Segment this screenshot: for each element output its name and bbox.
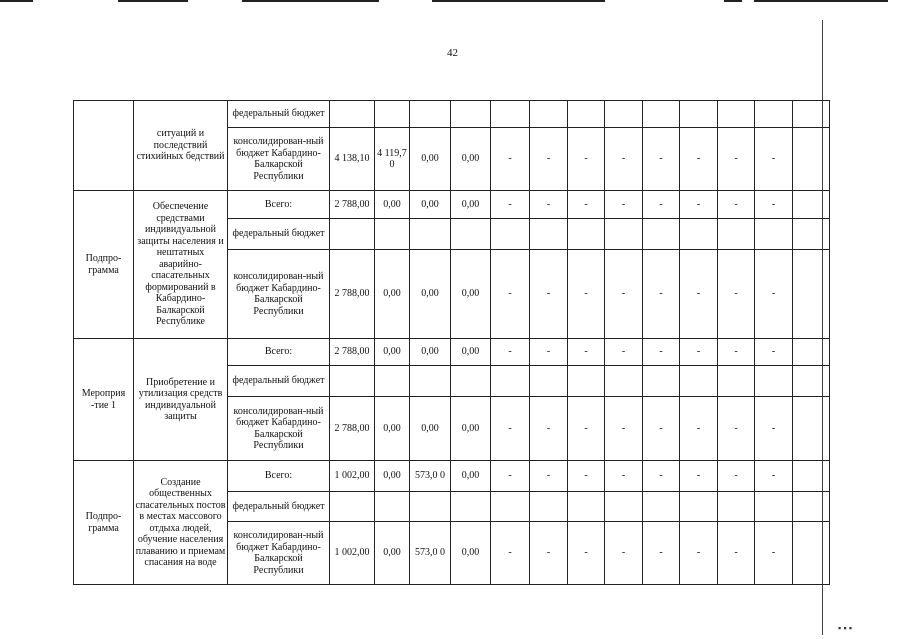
value-cell: -	[530, 461, 568, 492]
value-cell	[718, 492, 755, 522]
value-cell: 0,00	[410, 250, 451, 339]
value-cell	[643, 219, 680, 250]
value-cell: -	[605, 250, 643, 339]
value-cell: -	[491, 191, 530, 219]
value-cell: -	[491, 128, 530, 191]
value-cell	[643, 492, 680, 522]
page-number: 42	[447, 47, 458, 59]
value-cell	[793, 339, 830, 366]
value-cell: 0,00	[410, 128, 451, 191]
value-cell	[793, 191, 830, 219]
funding-source-cell: федеральный бюджет	[228, 101, 330, 128]
value-cell	[755, 492, 793, 522]
value-cell: -	[718, 191, 755, 219]
value-cell	[410, 492, 451, 522]
value-cell: -	[643, 191, 680, 219]
funding-source-cell: Всего:	[228, 191, 330, 219]
value-cell	[605, 492, 643, 522]
value-cell	[568, 101, 605, 128]
value-cell	[568, 492, 605, 522]
value-cell: -	[643, 397, 680, 461]
funding-source-cell: федеральный бюджет	[228, 492, 330, 522]
value-cell: 0,00	[375, 397, 410, 461]
value-cell: 0,00	[410, 191, 451, 219]
value-cell: -	[568, 191, 605, 219]
value-cell	[451, 492, 491, 522]
value-cell: 2 788,00	[330, 191, 375, 219]
value-cell	[375, 366, 410, 397]
value-cell	[643, 101, 680, 128]
value-cell	[451, 366, 491, 397]
value-cell	[793, 128, 830, 191]
value-cell: 0,00	[451, 339, 491, 366]
value-cell	[491, 492, 530, 522]
value-cell: -	[605, 461, 643, 492]
value-cell	[375, 219, 410, 250]
value-cell: 2 788,00	[330, 397, 375, 461]
header-rule-1	[0, 0, 33, 2]
value-cell: -	[680, 250, 718, 339]
value-cell: 0,00	[410, 397, 451, 461]
header-rule-6	[754, 0, 888, 2]
value-cell: -	[530, 339, 568, 366]
value-cell	[793, 250, 830, 339]
value-cell	[793, 461, 830, 492]
value-cell: 0,00	[451, 522, 491, 585]
funding-source-cell: Всего:	[228, 461, 330, 492]
value-cell: 0,00	[451, 128, 491, 191]
value-cell	[530, 366, 568, 397]
value-cell: 2 788,00	[330, 250, 375, 339]
value-cell: -	[680, 522, 718, 585]
value-cell	[793, 101, 830, 128]
value-cell: 0,00	[451, 397, 491, 461]
program-name-cell: Приобретение и утилизация средств индивидуальной защиты	[134, 339, 228, 461]
value-cell: -	[643, 250, 680, 339]
value-cell: -	[491, 397, 530, 461]
value-cell: -	[605, 397, 643, 461]
value-cell	[755, 101, 793, 128]
value-cell: -	[680, 461, 718, 492]
value-cell: -	[568, 339, 605, 366]
value-cell: -	[718, 250, 755, 339]
value-cell: 0,00	[410, 339, 451, 366]
value-cell	[330, 101, 375, 128]
funding-source-cell: федеральный бюджет	[228, 366, 330, 397]
value-cell	[718, 366, 755, 397]
program-type-cell: Подпро-грамма	[74, 191, 134, 339]
value-cell	[793, 366, 830, 397]
value-cell: -	[718, 339, 755, 366]
header-rule-4	[432, 0, 605, 2]
funding-source-cell: консолидирован-ный бюджет Кабардино-Балкарской Республики	[228, 128, 330, 191]
value-cell: 0,00	[375, 250, 410, 339]
value-cell: -	[718, 522, 755, 585]
program-type-cell: Подпро-грамма	[74, 461, 134, 585]
funding-source-cell: консолидирован-ный бюджет Кабардино-Балкарской Республики	[228, 397, 330, 461]
value-cell	[605, 366, 643, 397]
value-cell	[530, 219, 568, 250]
value-cell: -	[568, 522, 605, 585]
value-cell	[451, 101, 491, 128]
program-type-cell	[74, 101, 134, 191]
value-cell	[755, 219, 793, 250]
value-cell	[451, 219, 491, 250]
value-cell	[568, 219, 605, 250]
value-cell: -	[530, 128, 568, 191]
value-cell: -	[605, 128, 643, 191]
value-cell	[530, 492, 568, 522]
header-rule-5	[724, 0, 742, 2]
value-cell: -	[718, 128, 755, 191]
value-cell	[680, 366, 718, 397]
table-row	[74, 339, 830, 366]
value-cell	[643, 366, 680, 397]
table-row	[74, 191, 830, 219]
value-cell: 1 002,00	[330, 461, 375, 492]
value-cell: -	[491, 461, 530, 492]
value-cell	[718, 101, 755, 128]
value-cell	[680, 101, 718, 128]
value-cell: 4 138,10	[330, 128, 375, 191]
value-cell: -	[718, 397, 755, 461]
value-cell	[330, 366, 375, 397]
value-cell: -	[568, 461, 605, 492]
value-cell	[793, 397, 830, 461]
table-row	[74, 461, 830, 492]
value-cell: -	[568, 250, 605, 339]
value-cell	[680, 219, 718, 250]
value-cell	[375, 101, 410, 128]
value-cell	[605, 219, 643, 250]
value-cell	[605, 101, 643, 128]
value-cell	[718, 219, 755, 250]
value-cell: 573,0 0	[410, 522, 451, 585]
value-cell: 2 788,00	[330, 339, 375, 366]
value-cell	[793, 219, 830, 250]
table-body	[74, 101, 830, 585]
value-cell	[410, 101, 451, 128]
value-cell	[530, 101, 568, 128]
program-name-cell: ситуаций и последствий стихийных бедствий	[134, 101, 228, 191]
value-cell: -	[530, 191, 568, 219]
table-row	[74, 101, 830, 128]
program-name-cell: Обеспечение средствами индивидуальной защиты населения и нештатных аварийно-спасательных формирований в Кабардино-Балкарской Республике	[134, 191, 228, 339]
program-type-cell: Мероприя -тие 1	[74, 339, 134, 461]
value-cell: -	[491, 250, 530, 339]
header-rule-2	[118, 0, 188, 2]
value-cell: 0,00	[375, 461, 410, 492]
value-cell: -	[568, 128, 605, 191]
value-cell	[491, 101, 530, 128]
value-cell: -	[755, 250, 793, 339]
value-cell: -	[605, 522, 643, 585]
value-cell: -	[680, 128, 718, 191]
value-cell	[491, 219, 530, 250]
value-cell: 0,00	[375, 191, 410, 219]
value-cell: -	[530, 250, 568, 339]
value-cell	[410, 366, 451, 397]
value-cell: -	[755, 339, 793, 366]
value-cell	[330, 219, 375, 250]
value-cell: -	[605, 339, 643, 366]
header-rule-3	[242, 0, 379, 2]
value-cell: -	[568, 397, 605, 461]
value-cell: -	[755, 191, 793, 219]
value-cell: -	[680, 191, 718, 219]
value-cell: -	[755, 522, 793, 585]
value-cell: -	[491, 339, 530, 366]
value-cell	[755, 366, 793, 397]
funding-source-cell: федеральный бюджет	[228, 219, 330, 250]
value-cell	[330, 492, 375, 522]
value-cell: -	[755, 397, 793, 461]
value-cell: -	[530, 522, 568, 585]
value-cell: -	[643, 128, 680, 191]
funding-source-cell: Всего:	[228, 339, 330, 366]
value-cell: 0,00	[375, 522, 410, 585]
value-cell	[568, 366, 605, 397]
funding-source-cell: консолидирован-ный бюджет Кабардино-Балкарской Республики	[228, 250, 330, 339]
funding-source-cell: консолидирован-ный бюджет Кабардино-Балкарской Республики	[228, 522, 330, 585]
value-cell: -	[755, 128, 793, 191]
value-cell	[491, 366, 530, 397]
value-cell: -	[643, 461, 680, 492]
value-cell: 1 002,00	[330, 522, 375, 585]
value-cell: -	[755, 461, 793, 492]
program-name-cell: Создание общественных спасательных постов в местах массового отдыха людей, обучение населения плаванию и приемам спасания на воде	[134, 461, 228, 585]
value-cell: 0,00	[451, 250, 491, 339]
value-cell: -	[530, 397, 568, 461]
value-cell: 0,00	[375, 339, 410, 366]
value-cell: -	[680, 339, 718, 366]
value-cell: 4 119,7 0	[375, 128, 410, 191]
value-cell: -	[605, 191, 643, 219]
value-cell: 0,00	[451, 191, 491, 219]
value-cell	[793, 492, 830, 522]
value-cell	[793, 522, 830, 585]
value-cell: -	[491, 522, 530, 585]
value-cell	[680, 492, 718, 522]
value-cell: 0,00	[451, 461, 491, 492]
value-cell: -	[680, 397, 718, 461]
value-cell: -	[718, 461, 755, 492]
scan-mark: ▪ ▪ ▪	[838, 623, 853, 633]
value-cell: -	[643, 339, 680, 366]
value-cell	[375, 492, 410, 522]
value-cell: -	[643, 522, 680, 585]
value-cell	[410, 219, 451, 250]
value-cell: 573,0 0	[410, 461, 451, 492]
budget-table	[73, 100, 830, 585]
